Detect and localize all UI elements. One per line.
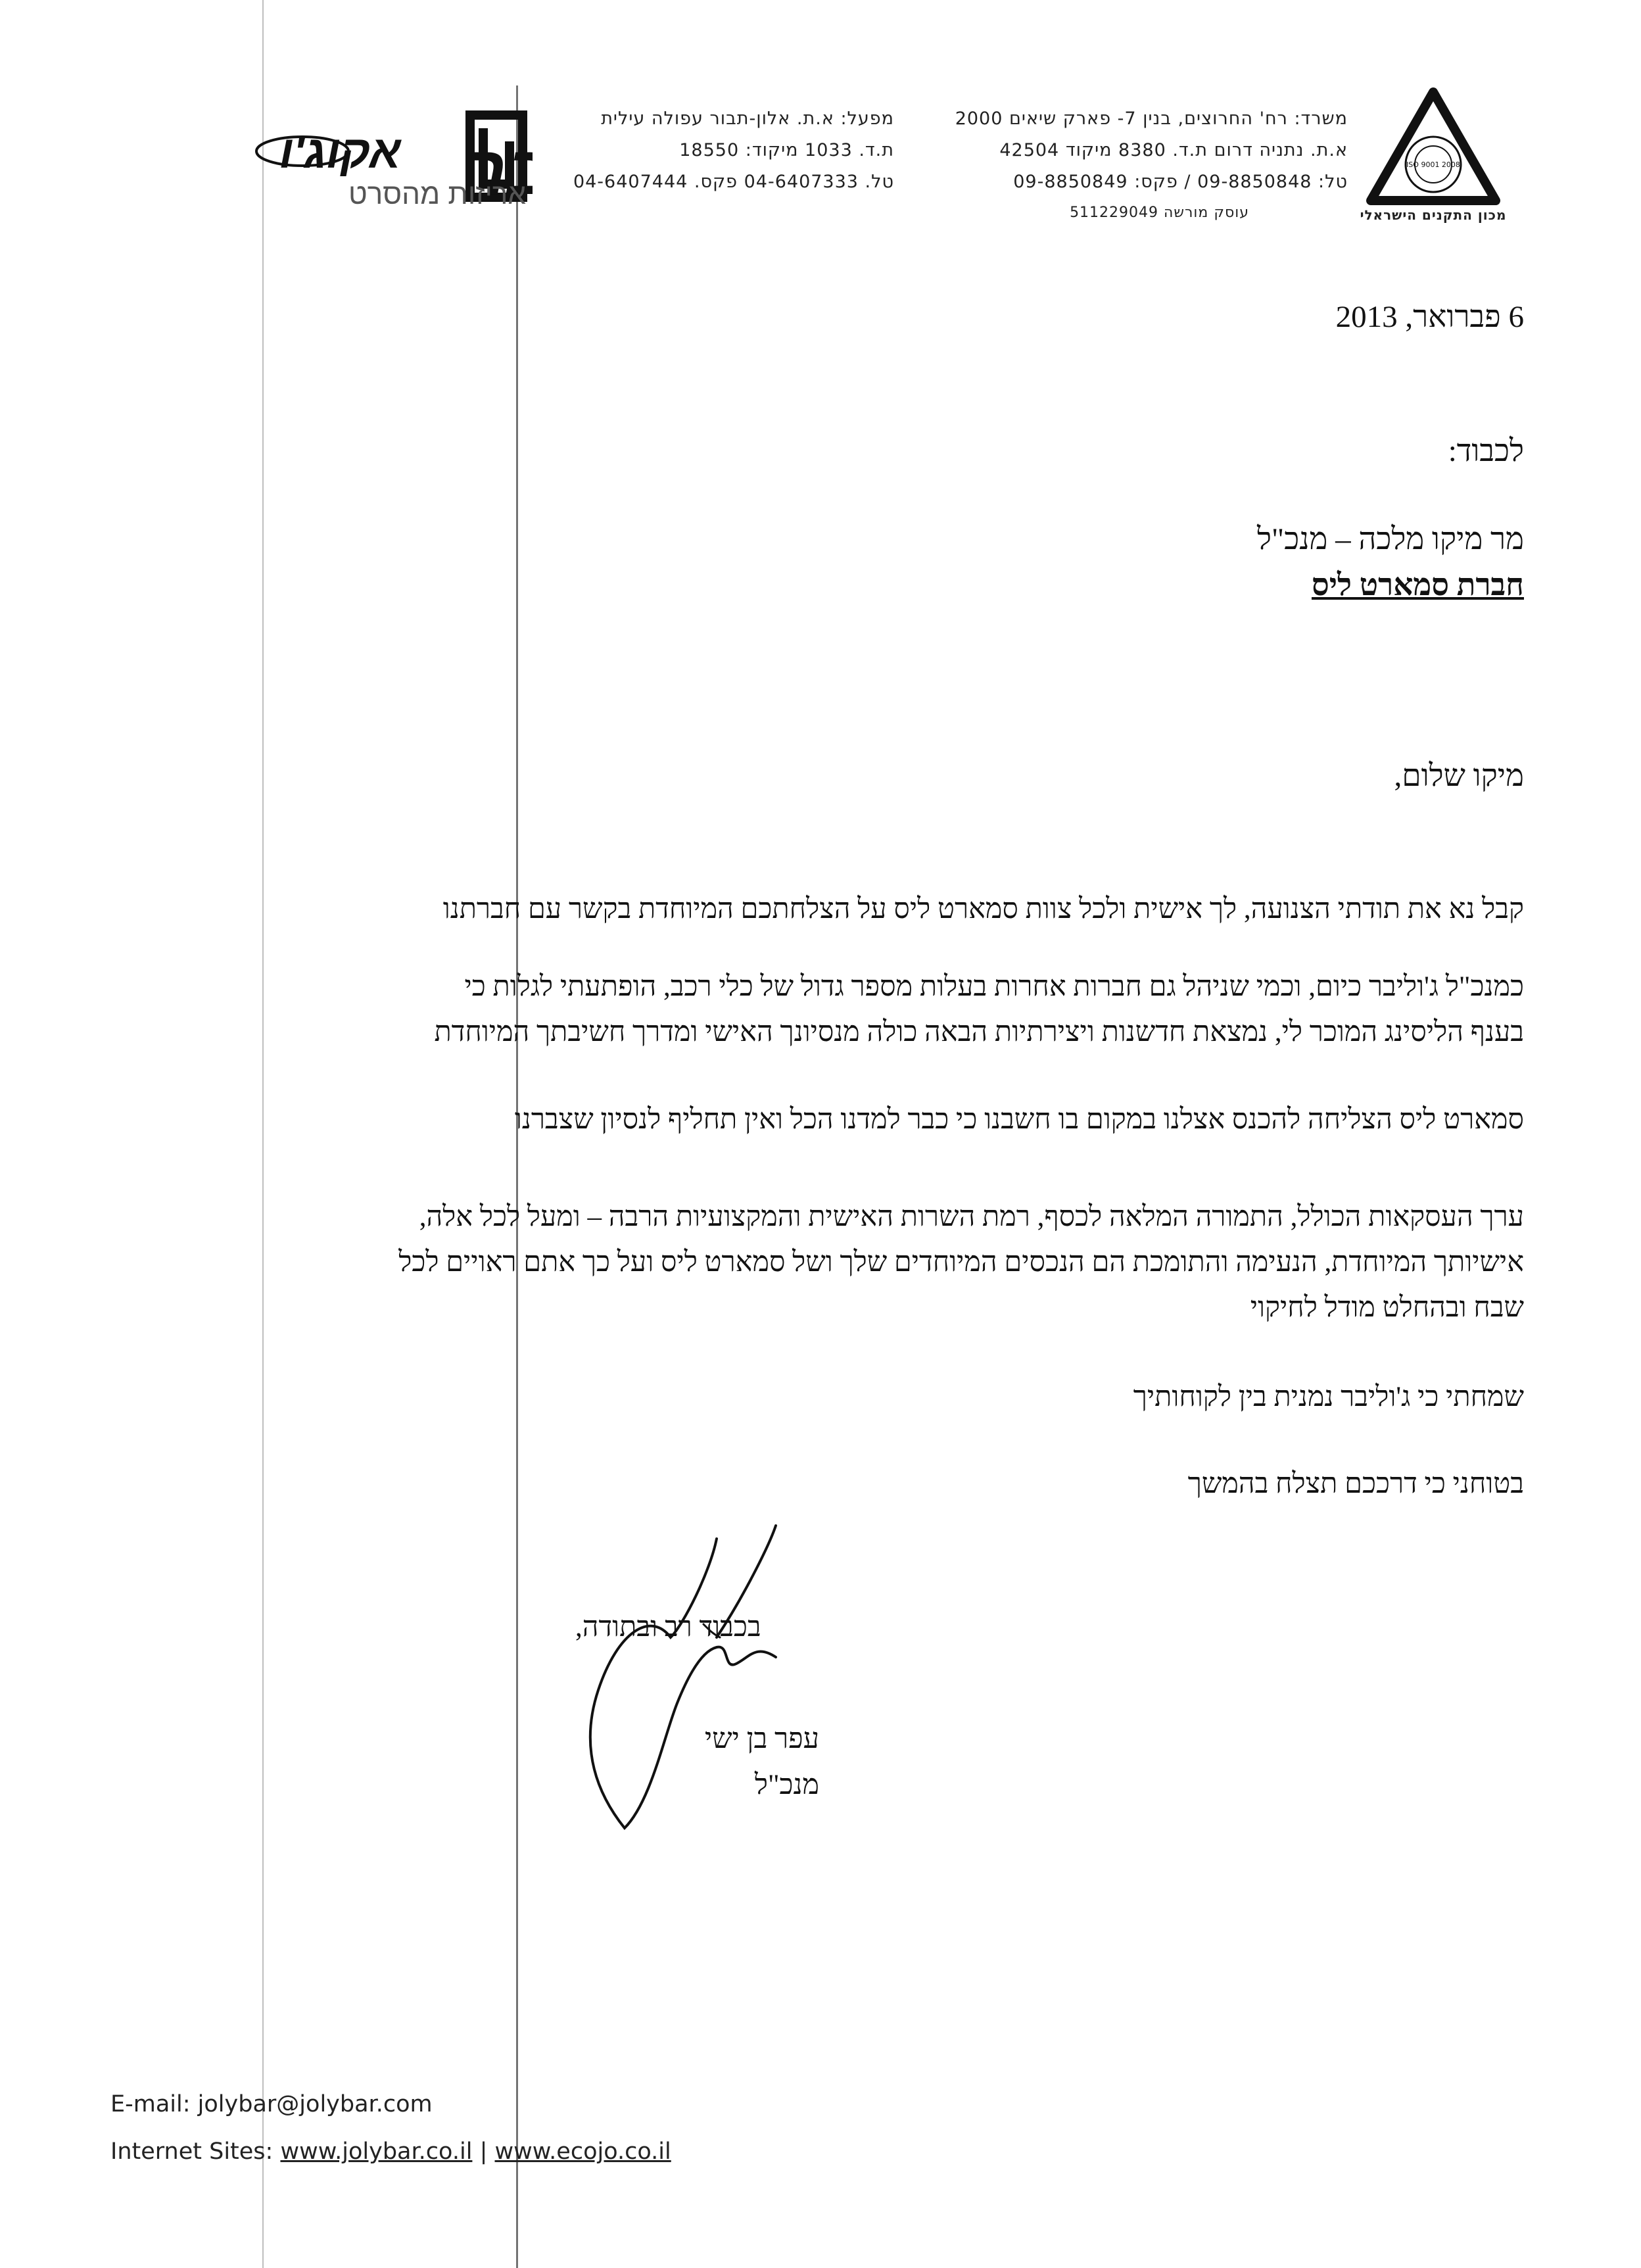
paragraph-3: [110, 1097, 1524, 1142]
footer-sites-separator: |: [479, 2138, 488, 2165]
logo-jolybar-text: ר: [467, 132, 507, 209]
seal-inner-text: ISO 9001 2008: [1406, 160, 1460, 169]
paragraph-4: [64, 1194, 1524, 1330]
factory-line-1: מפעל: א.ת. אלון-תבור עפולה עילית: [601, 109, 894, 129]
footer-email-label: E-mail:: [110, 2091, 191, 2117]
logo-ecojo-text: אקוג'ו: [279, 126, 401, 178]
signer-name: עפר בן ישי: [704, 1724, 819, 1754]
company-logo: [138, 105, 533, 217]
factory-line-3: טל. 04-6407333 פקס. 04-6407444: [573, 172, 894, 192]
paragraph-4-line-3: שבח ובהחלט מודל לחיקוי: [1250, 1292, 1524, 1323]
footer-site-jolybar-link[interactable]: www.jolybar.co.il: [280, 2138, 473, 2165]
letter-date: 6 פברואר, 2013: [1335, 300, 1524, 334]
paragraph-6-line-1: בטוחני כי דרככם תצלח בהמשך: [1187, 1468, 1524, 1499]
office-line-1: משרד: רח' החרוצים, בנין 7- פארק שיאים 2000: [955, 109, 1348, 129]
paragraph-4-line-2: אישיותך המיוחדת, הנעימה והתומכת הם הנכסים המיוחדים שלך ושל סמארט ליס ועל כך אתם ראויים לכל: [398, 1247, 1524, 1278]
closing: בכבוד רב ובתודה,: [575, 1612, 761, 1643]
logo-tagline: אריזות מהסרט: [348, 178, 527, 210]
paragraph-4-line-1: ערך העסקאות הכולל, התמורה המלאה לכסף, רמת השרות האישית והמקצועיות הרבה – ומעל לכל אלה,: [419, 1201, 1524, 1232]
signer-title: מנכ"ל: [754, 1770, 819, 1800]
paragraph-2-line-1: כמנכ"ל ג'וליבר כיום, וכמי שניהל גם חברות אחרות בעלות מספר גדול של כלי רכב, הופתעתי לגלות כי: [464, 971, 1524, 1002]
seal-caption: מכון התקנים הישראלי: [1360, 207, 1507, 223]
office-line-2: א.ת. נתניה דרום ת.ד. 8380 מיקוד 42504: [999, 140, 1348, 160]
salutation-to: לכבוד:: [1448, 434, 1524, 468]
recipient-company: חברת סמארט ליס: [1311, 568, 1524, 602]
paragraph-3-line-1: סמארט ליס הצליחה להכנס אצלנו במקום בו חשבנו כי כבר למדנו הכל ואין תחליף לנסיון שצברנו: [514, 1104, 1524, 1135]
paragraph-2-line-2: בענף הליסינג המוכר לי, נמצאת חדשנות ויצירתיות הבאה כולה מנסיונך האישי ומדרך חשיבתך המיוחדת: [434, 1017, 1524, 1048]
footer-site-ecojo-link[interactable]: www.ecojo.co.il: [494, 2138, 671, 2165]
greeting: מיקו שלום,: [1394, 759, 1524, 793]
paragraph-1: [110, 886, 1524, 932]
paragraph-1-line-1: קבל נא את תודתי הצנועה, לך אישית ולכל צוות סמארט ליס על הצלחתכם המיוחדת בקשר עם חברתנו: [442, 894, 1524, 925]
footer-sites-label: Internet Sites:: [110, 2138, 274, 2165]
scan-line-center: [516, 85, 518, 2268]
factory-line-2: ת.ד. 1033 מיקוד: 18550: [679, 140, 894, 160]
standards-seal: [1360, 85, 1507, 224]
footer-email-row: [110, 2091, 433, 2117]
office-line-4: עוסק מורשה 511229049: [1070, 205, 1249, 221]
office-address: [868, 109, 1348, 221]
paragraph-5: [110, 1374, 1524, 1420]
footer-email-value[interactable]: jolybar@jolybar.com: [197, 2091, 433, 2117]
paragraph-6: [110, 1461, 1524, 1507]
recipient-name: מר מיקו מלכה – מנכ"ל: [1257, 522, 1524, 556]
footer-sites-row: [110, 2138, 671, 2165]
paragraph-5-line-1: שמחתי כי ג'וליבר נמנית בין לקוחותיך: [1133, 1382, 1524, 1412]
paragraph-2: [110, 964, 1524, 1055]
office-line-3: טל: 09-8850848 / פקס: 09-8850849: [1013, 172, 1348, 192]
factory-address: [546, 109, 894, 192]
